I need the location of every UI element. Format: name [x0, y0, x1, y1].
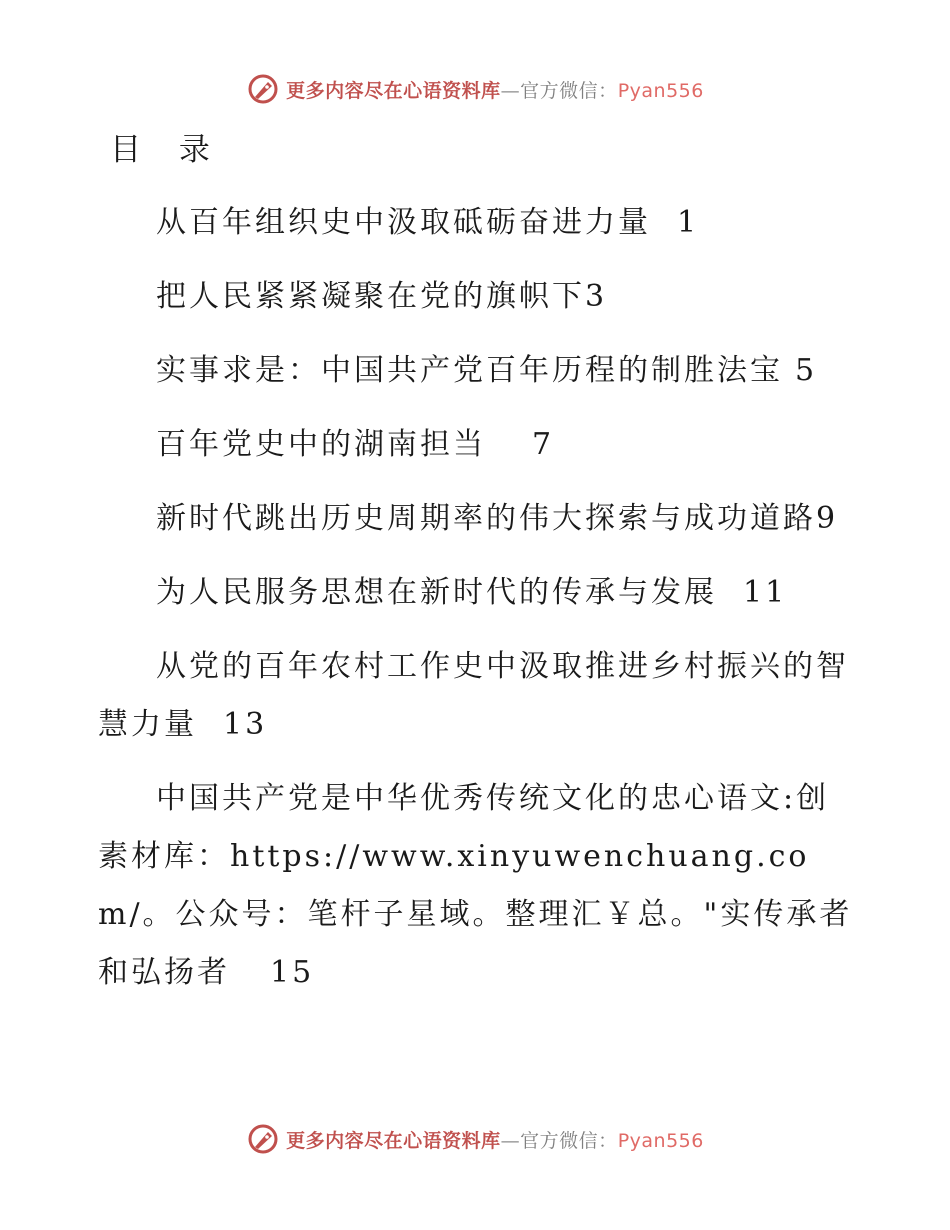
toc-entry[interactable] [98, 638, 858, 754]
toc-entry-title: 实事求是：中国共产党百年历程的制胜法宝 [156, 353, 783, 388]
toc-entry-title: 从党的百年农村工作史中汲取推进乡村振兴的智慧力量 [98, 649, 849, 742]
toc-entry-page: 15 [270, 955, 315, 990]
pen-nib-logo-icon [246, 72, 280, 106]
toc-entry[interactable] [98, 194, 858, 252]
toc-entry-title: 百年党史中的湖南担当 [156, 427, 486, 462]
toc-entry-title: 新时代跳出历史周期率的伟大探索与成功道路 [156, 501, 816, 536]
toc-entry-page: 5 [795, 353, 818, 388]
toc-entry-page: 9 [816, 501, 839, 536]
banner-text: 更多内容尽在心语资料库—官方微信：Pyan556 [286, 1129, 704, 1152]
toc-entry-title: 中国共产党是中华优秀传统文化的忠心语文:创素材库：https://www.xinyuwenchuang.com/。公众号：笔杆子星域。整理汇￥总。"实传承者和弘扬者 [98, 781, 853, 990]
toc-entry-page: 11 [743, 575, 788, 610]
toc-entry[interactable] [98, 564, 858, 622]
toc-entry-title: 从百年组织史中汲取砥砺奋进力量 [156, 205, 651, 240]
footer-banner [0, 1122, 950, 1156]
toc-entry-page: 7 [532, 427, 555, 462]
toc-list [98, 194, 858, 1018]
toc-entry[interactable] [98, 770, 858, 1002]
toc-entry[interactable] [98, 416, 858, 474]
toc-entry-title: 把人民紧紧凝聚在党的旗帜下 [156, 279, 585, 314]
toc-entry[interactable] [98, 268, 858, 326]
header-banner [0, 72, 950, 106]
toc-entry-page: 13 [223, 707, 268, 742]
toc-entry[interactable] [98, 490, 858, 548]
toc-title: 目 录 [110, 132, 224, 168]
pen-nib-logo-icon [246, 1122, 280, 1156]
toc-entry-title: 为人民服务思想在新时代的传承与发展 [156, 575, 717, 610]
toc-entry-page: 3 [585, 279, 608, 314]
toc-entry[interactable] [98, 342, 858, 400]
toc-entry-page: 1 [677, 205, 700, 240]
banner-text: 更多内容尽在心语资料库—官方微信：Pyan556 [286, 79, 704, 102]
